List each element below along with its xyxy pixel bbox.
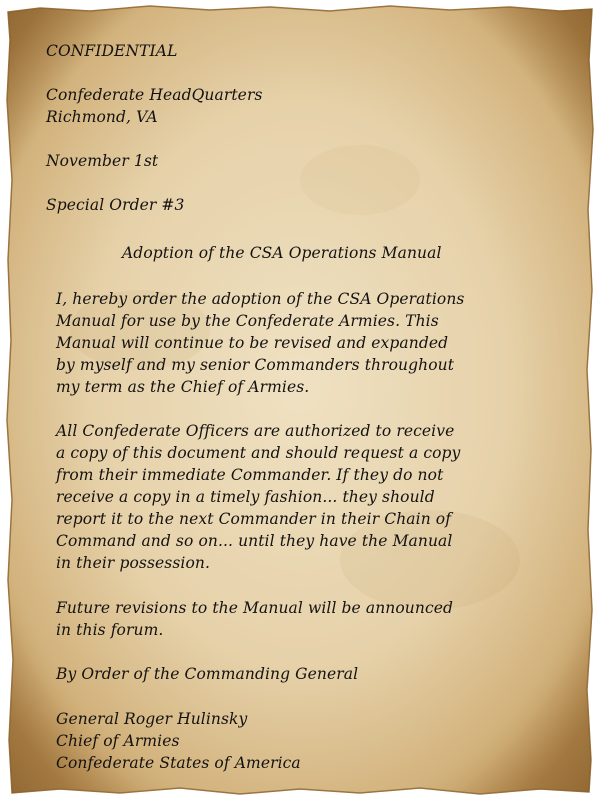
- signature-title: Chief of Armies: [56, 732, 180, 750]
- paragraph-1-line: my term as the Chief of Armies.: [56, 378, 310, 396]
- paragraph-3-line: in this forum.: [56, 621, 164, 639]
- paragraph-2-line: report it to the next Commander in their Chain of: [56, 510, 452, 528]
- paragraph-2-line: in their possession.: [56, 554, 210, 572]
- signature-name: General Roger Hulinsky: [56, 710, 248, 728]
- paragraph-1-line: Manual will continue to be revised and expanded: [56, 334, 449, 352]
- hq-line-2: Richmond, VA: [46, 108, 158, 126]
- paragraph-2-line: from their immediate Commander. If they do not: [56, 466, 444, 484]
- signature-organization: Confederate States of America: [56, 754, 301, 772]
- paragraph-1-line: Manual for use by the Confederate Armies. This: [56, 312, 439, 330]
- paragraph-3-line: Future revisions to the Manual will be announced: [56, 599, 454, 617]
- classification-label: CONFIDENTIAL: [46, 42, 178, 60]
- document-title: Adoption of the CSA Operations Manual: [122, 244, 442, 262]
- paragraph-2-line: All Confederate Officers are authorized to receive: [56, 422, 455, 440]
- hq-line-1: Confederate HeadQuarters: [46, 86, 263, 104]
- paragraph-2-line: receive a copy in a timely fashion... they should: [56, 488, 435, 506]
- order-date: November 1st: [46, 152, 159, 170]
- closing-line: By Order of the Commanding General: [56, 665, 359, 683]
- paragraph-1-line: by myself and my senior Commanders throughout: [56, 356, 455, 374]
- paragraph-2-line: a copy of this document and should request a copy: [56, 444, 461, 462]
- order-number: Special Order #3: [46, 196, 185, 214]
- paragraph-2-line: Command and so on... until they have the Manual: [56, 532, 453, 550]
- paragraph-1-line: I, hereby order the adoption of the CSA Operations: [56, 290, 465, 308]
